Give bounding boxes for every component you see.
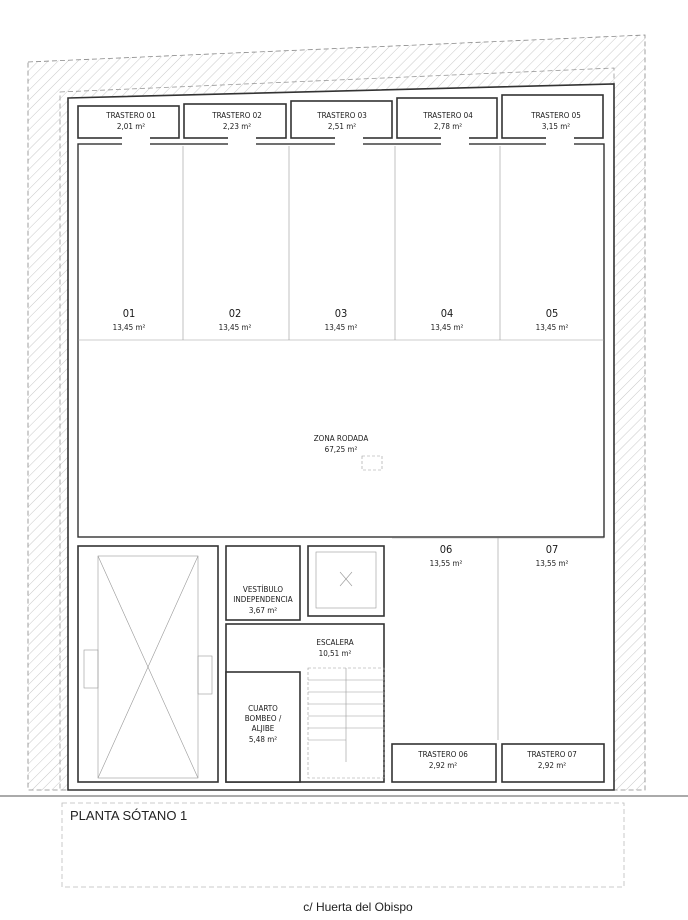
parking-03-area: 13,45 m²	[324, 323, 358, 332]
parking-06-area: 13,55 m²	[429, 559, 463, 568]
storage-01-name: TRASTERO 01	[106, 111, 156, 120]
parking-01-area: 13,45 m²	[112, 323, 146, 332]
lift-shaft	[308, 546, 384, 616]
parking-04-number: 04	[440, 307, 454, 320]
vestibule-line1: VESTÍBULO	[242, 585, 284, 594]
parking-07-number: 07	[545, 543, 559, 556]
parking-hall	[78, 144, 604, 537]
storage-06-name: TRASTERO 06	[418, 750, 468, 759]
parking-05-number: 05	[545, 307, 559, 320]
storage-04-name: TRASTERO 04	[423, 111, 473, 120]
vestibule-area: 3,67 m²	[248, 606, 278, 615]
storage-02-name: TRASTERO 02	[212, 111, 262, 120]
lift-room	[78, 546, 218, 782]
vestibule-line2: INDEPENDENCIA	[233, 595, 293, 604]
storage-03-name: TRASTERO 03	[317, 111, 367, 120]
driveway-name: ZONA RODADA	[313, 434, 369, 443]
storage-02-area: 2,23 m²	[222, 122, 252, 131]
storage-01-area: 2,01 m²	[116, 122, 146, 131]
stair-name: ESCALERA	[316, 638, 354, 647]
parking-02-area: 13,45 m²	[218, 323, 252, 332]
plan-title: PLANTA SÓTANO 1	[70, 808, 188, 823]
parking-04-area: 13,45 m²	[430, 323, 464, 332]
storage-05-area: 3,15 m²	[541, 122, 571, 131]
storage-07-area: 2,92 m²	[537, 761, 567, 770]
parking-01-number: 01	[122, 307, 136, 320]
parking-06-number: 06	[439, 543, 453, 556]
street-name: c/ Huerta del Obispo	[303, 900, 413, 914]
storage-07-name: TRASTERO 07	[527, 750, 577, 759]
driveway-area: 67,25 m²	[324, 445, 358, 454]
storage-06-area: 2,92 m²	[428, 761, 458, 770]
parking-05-area: 13,45 m²	[535, 323, 569, 332]
parking-03-number: 03	[334, 307, 348, 320]
stair-area: 10,51 m²	[318, 649, 352, 658]
parking-02-number: 02	[228, 307, 242, 320]
storage-05-name: TRASTERO 05	[531, 111, 581, 120]
pump-area: 5,48 m²	[248, 735, 278, 744]
pump-line1: CUARTO	[248, 704, 278, 713]
parking-07-area: 13,55 m²	[535, 559, 569, 568]
storage-04-area: 2,78 m²	[433, 122, 463, 131]
storage-03-area: 2,51 m²	[327, 122, 357, 131]
pump-line2: BOMBEO /	[244, 714, 282, 723]
pump-line3: ALJIBE	[251, 724, 275, 733]
